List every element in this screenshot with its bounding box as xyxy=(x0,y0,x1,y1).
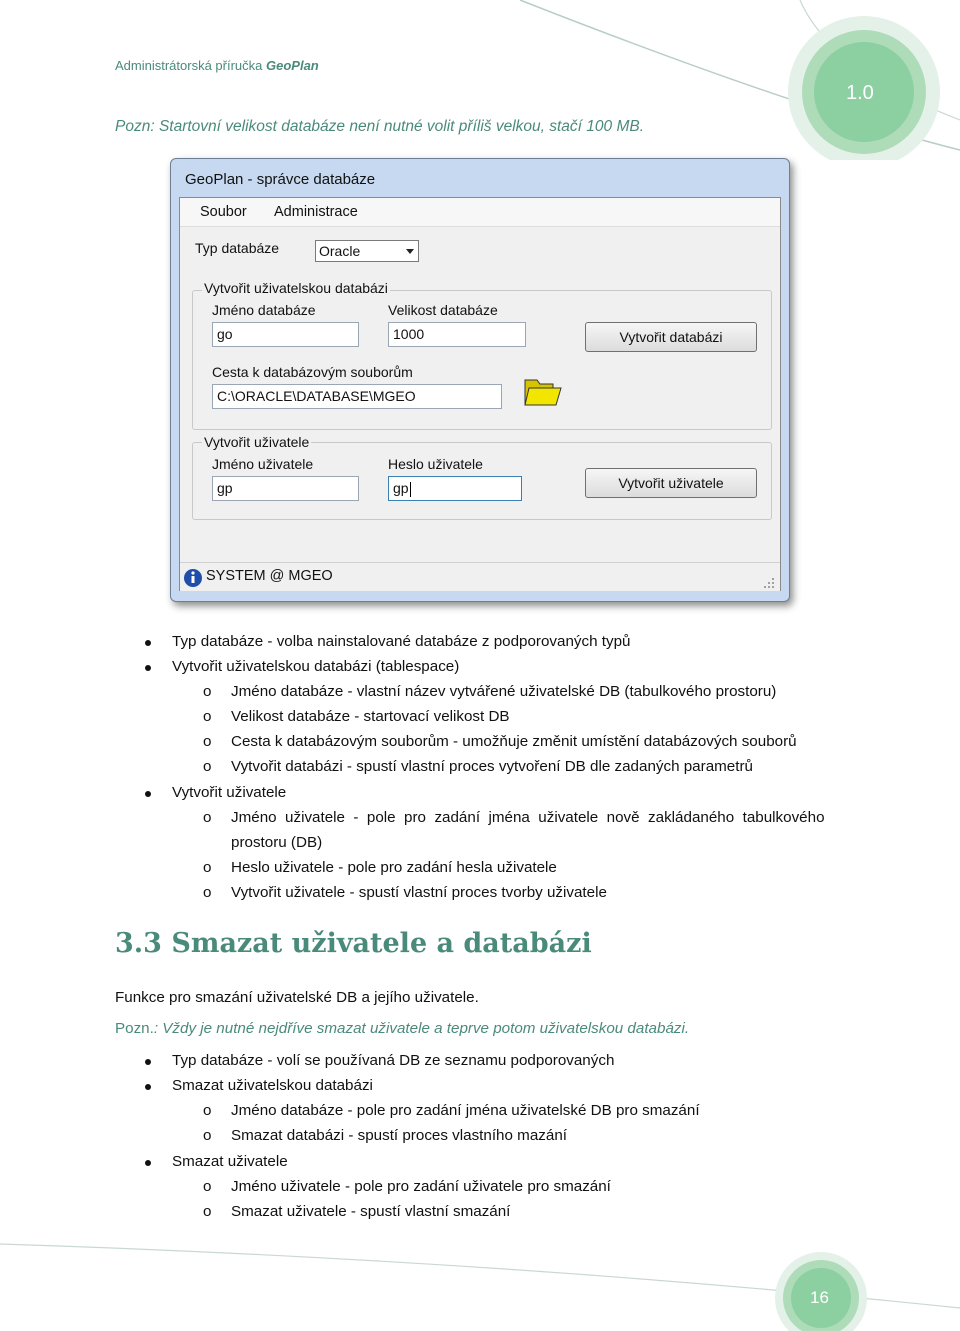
chevron-down-icon xyxy=(406,249,414,254)
list1-item-create-user: Vytvořit uživatele xyxy=(172,784,287,801)
list1-sub-db-size: Velikost databáze - startovací velikost DB xyxy=(231,708,510,725)
bullet-icon xyxy=(145,665,151,671)
list2-sub-delete-user: Smazat uživatele - spustí vlastní smazání xyxy=(231,1203,511,1220)
version-badge: 1.0 xyxy=(846,82,874,104)
sub-marker: o xyxy=(203,809,212,826)
list2-sub-db-name: Jméno databáze - pole pro zadání jména uživatelské DB pro smazání xyxy=(231,1102,700,1119)
status-bar xyxy=(180,562,780,591)
sub-marker: o xyxy=(203,683,212,700)
create-db-button[interactable]: Vytvořit databázi xyxy=(585,322,757,352)
db-name-input[interactable]: go xyxy=(212,322,359,347)
list2-sub-user-name: Jméno uživatele - pole pro zadání uživatele pro smazání xyxy=(231,1178,611,1195)
section-note xyxy=(115,1020,689,1037)
menu-administrace[interactable]: Administrace xyxy=(274,204,358,220)
list1-sub-user-name-cont: prostoru (DB) xyxy=(231,834,323,851)
note-label: Pozn. xyxy=(115,1020,154,1037)
db-name-label: Jméno databáze xyxy=(212,302,316,318)
list1-sub-create-user: Vytvořit uživatele - spustí vlastní proces tvorby uživatele xyxy=(231,884,607,901)
db-type-label: Typ databáze xyxy=(195,240,280,256)
size-note: Pozn: Startovní velikost databáze není nutné volit příliš velkou, stačí 100 MB. xyxy=(115,118,645,135)
bullet-icon xyxy=(145,640,151,646)
sub-marker: o xyxy=(203,859,212,876)
create-db-group-title: Vytvořit uživatelskou databázi xyxy=(204,280,388,296)
db-manager-window xyxy=(170,158,790,602)
db-type-value: Oracle xyxy=(319,243,361,259)
menu-soubor[interactable]: Soubor xyxy=(200,204,247,220)
sub-marker: o xyxy=(203,733,212,750)
header-title xyxy=(115,58,319,73)
folder-icon[interactable] xyxy=(523,374,563,408)
bullet-icon xyxy=(145,1059,151,1065)
section-paragraph: Funkce pro smazání uživatelské DB a jejího uživatele. xyxy=(115,989,479,1006)
list2-item-delete-user: Smazat uživatele xyxy=(172,1153,288,1170)
text-cursor xyxy=(410,482,411,497)
db-size-label: Velikost databáze xyxy=(388,302,498,318)
page-number: 16 xyxy=(810,1288,829,1307)
info-icon xyxy=(183,568,203,588)
sub-marker: o xyxy=(203,758,212,775)
list1-sub-user-name: Jméno uživatele - pole pro zadání jména uživatele nově zakládaného tabulkového xyxy=(231,809,825,826)
sub-marker: o xyxy=(203,1178,212,1195)
window-client xyxy=(179,197,781,591)
list1-item-db-type: Typ databáze - volba nainstalované databáze z podporovaných typů xyxy=(172,633,631,650)
status-text: SYSTEM @ MGEO xyxy=(206,568,333,584)
note-text: : Vždy je nutné nejdříve smazat uživatele a teprve potom uživatelskou databázi. xyxy=(153,1020,690,1037)
user-pass-value: gp xyxy=(393,480,409,496)
list2-sub-delete-db: Smazat databázi - spustí proces vlastního mazání xyxy=(231,1127,567,1144)
header-title-text: Administrátorská příručka xyxy=(115,58,266,73)
list1-sub-db-path: Cesta k databázovým souborům - umožňuje změnit umístění databázových souborů xyxy=(231,733,797,750)
user-name-label: Jméno uživatele xyxy=(212,456,314,472)
sub-marker: o xyxy=(203,1203,212,1220)
list1-sub-user-pass: Heslo uživatele - pole pro zadání hesla uživatele xyxy=(231,859,557,876)
bullet-icon xyxy=(145,1084,151,1090)
list1-sub-db-name: Jméno databáze - vlastní název vytvářené uživatelské DB (tabulkového prostoru) xyxy=(231,683,777,700)
create-user-button[interactable]: Vytvořit uživatele xyxy=(585,468,757,498)
user-name-input[interactable]: gp xyxy=(212,476,359,501)
header-title-product: GeoPlan xyxy=(266,58,319,73)
create-user-group-title: Vytvořit uživatele xyxy=(204,434,310,450)
list2-item-db-type: Typ databáze - volí se používaná DB ze seznamu podporovaných xyxy=(172,1052,615,1069)
window-title: GeoPlan - správce databáze xyxy=(185,171,376,188)
resize-grip-icon[interactable] xyxy=(763,577,775,589)
list1-sub-create-db: Vytvořit databázi - spustí vlastní proces vytvoření DB dle zadaných parametrů xyxy=(231,758,753,775)
sub-marker: o xyxy=(203,708,212,725)
list1-item-create-db: Vytvořit uživatelskou databázi (tablespace) xyxy=(172,658,460,675)
db-path-label: Cesta k databázovým souborům xyxy=(212,364,413,380)
db-type-select[interactable] xyxy=(315,240,419,262)
menu-bar xyxy=(180,198,780,227)
user-pass-input[interactable] xyxy=(388,476,522,501)
bullet-icon xyxy=(145,791,151,797)
header-decoration xyxy=(500,0,960,160)
sub-marker: o xyxy=(203,884,212,901)
user-pass-label: Heslo uživatele xyxy=(388,456,483,472)
list2-item-delete-db: Smazat uživatelskou databázi xyxy=(172,1077,373,1094)
footer-decoration xyxy=(0,1230,960,1331)
sub-marker: o xyxy=(203,1102,212,1119)
sub-marker: o xyxy=(203,1127,212,1144)
db-path-input[interactable]: C:\ORACLE\DATABASE\MGEO xyxy=(212,384,502,409)
section-heading: 3.3 Smazat uživatele a databázi xyxy=(115,928,592,959)
db-size-input[interactable]: 1000 xyxy=(388,322,526,347)
bullet-icon xyxy=(145,1160,151,1166)
